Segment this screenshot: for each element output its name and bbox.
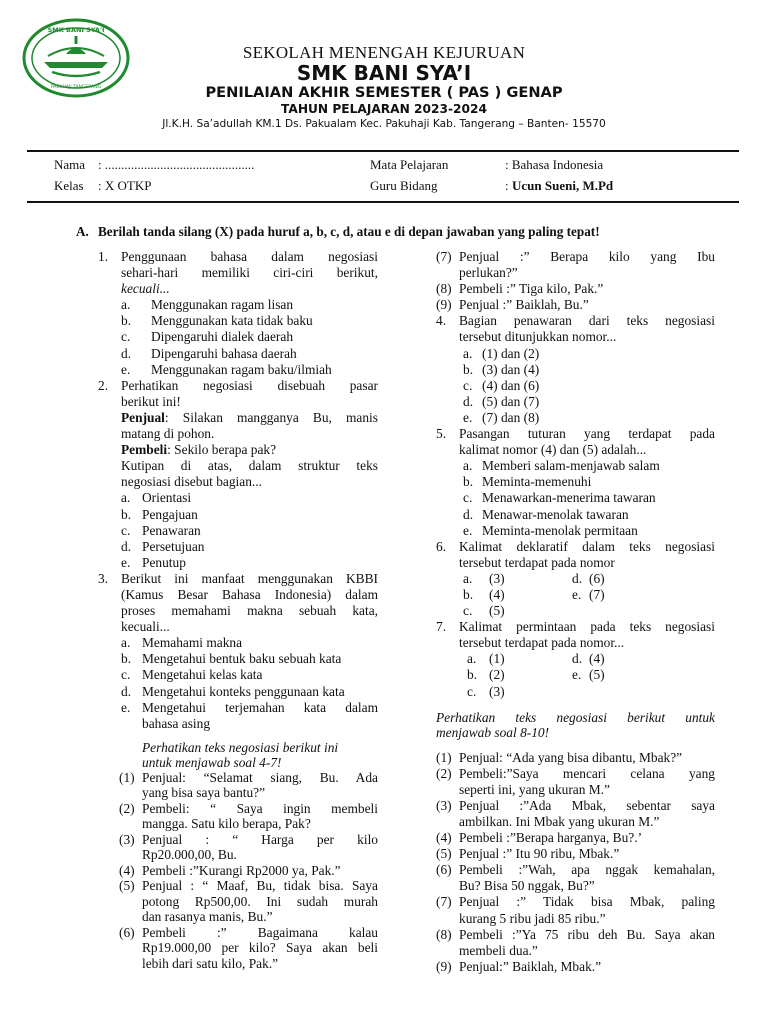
dialog-number: (6) xyxy=(436,862,452,878)
dialog-number: (2) xyxy=(119,800,135,816)
option-letter: b. xyxy=(121,313,132,329)
dialog-text: Penjual : “ Maaf, Bu, tidak bisa. Saya xyxy=(142,878,378,894)
option-letter: a. xyxy=(463,345,473,361)
option-text: (1) dan (2) xyxy=(482,345,540,361)
option-letter: d. xyxy=(121,345,132,361)
question-number: 3. xyxy=(98,570,109,586)
option-letter: d. xyxy=(463,506,474,522)
option-b[interactable] xyxy=(459,362,715,378)
option-letter: b. xyxy=(121,506,132,522)
passage-2-title xyxy=(436,710,715,741)
class-label: Kelas xyxy=(54,178,84,193)
teacher-label: Guru Bidang xyxy=(370,178,438,193)
question-line: Kalimat permintaan pada teks negosiasi xyxy=(459,619,715,635)
dialog-text: potong Rp500,00. Ini sudah murah xyxy=(142,893,378,909)
question-line: tersebut terdapat pada nomor xyxy=(459,554,615,570)
dialog-number: (9) xyxy=(436,297,452,313)
option-letter-a[interactable]: a. xyxy=(467,651,477,667)
question-7 xyxy=(436,619,715,699)
dialog-number: (8) xyxy=(436,281,452,297)
dialog-text: Penjual :”Ada Mbak, sebentar saya xyxy=(459,797,715,813)
option-text: Memberi salam-menjawab salam xyxy=(482,458,660,474)
dialog-buyer xyxy=(121,442,378,458)
option-text: Memahami makna xyxy=(142,635,243,651)
option-a[interactable] xyxy=(121,297,378,313)
option-text: Menggunakan ragam lisan xyxy=(151,297,294,313)
option-letter: c. xyxy=(121,667,131,683)
option-text-d: (6) xyxy=(589,570,605,586)
dialog-line xyxy=(436,281,715,297)
dialog-seller-cont: matang di pohon. xyxy=(121,426,215,442)
option-letter: e. xyxy=(463,522,473,538)
question-number: 2. xyxy=(98,377,109,393)
option-text: Mengetahui bentuk baku sebuah kata xyxy=(142,651,342,667)
option-d[interactable] xyxy=(98,684,378,700)
option-text: Menawarkan-menerima tawaran xyxy=(482,490,656,506)
name-field[interactable]: : .............................................. xyxy=(98,157,255,172)
class-value: : X OTKP xyxy=(98,178,152,193)
option-e[interactable] xyxy=(459,410,715,426)
dialog-number: (8) xyxy=(436,926,452,942)
option-letter: d. xyxy=(121,683,132,699)
option-letter: c. xyxy=(121,522,131,538)
dialog-line xyxy=(436,862,715,894)
question-1 xyxy=(98,249,378,378)
option-letter-c[interactable]: c. xyxy=(467,683,477,699)
option-text: (3) dan (4) xyxy=(482,361,540,377)
option-text: (4) dan (6) xyxy=(482,377,540,393)
dialog-line xyxy=(98,925,378,972)
option-text: Dipengaruhi bahasa daerah xyxy=(151,345,297,361)
dialog-text: dan rasanya manis, Bu.” xyxy=(142,909,273,925)
option-text: Orientasi xyxy=(142,490,192,506)
dialog-number: (7) xyxy=(436,249,452,264)
question-line: kalimat nomor (4) dan (5) adalah... xyxy=(459,442,647,458)
option-text: Meminta-memenuhi xyxy=(482,474,592,490)
option-text: Menggunakan ragam baku/ilmiah xyxy=(151,361,332,377)
option-letter: a. xyxy=(121,635,131,651)
dialog-number: (7) xyxy=(436,894,452,910)
option-letter-e[interactable]: e. xyxy=(572,667,582,683)
dialog-text: seperti ini, yang ukuran M.” xyxy=(459,781,610,797)
question-4 xyxy=(436,313,715,426)
dialog-text: Pembeli :” Tiga kilo, Pak.” xyxy=(459,281,604,297)
option-letter-a[interactable]: a. xyxy=(463,570,473,586)
dialog-number: (6) xyxy=(119,924,135,940)
option-letter: c. xyxy=(463,490,473,506)
question-line: Kalimat deklaratif dalam teks negosiasi xyxy=(459,538,715,554)
q2-options xyxy=(98,490,378,570)
passage-title-line: Perhatikan teks negosiasi berikut ini xyxy=(142,739,339,755)
dialog-text: membeli dua.” xyxy=(459,942,538,958)
dialog-number: (4) xyxy=(119,862,135,878)
teacher-value: Ucun Sueni, M.Pd xyxy=(512,178,614,193)
option-letter-d[interactable]: d. xyxy=(572,651,583,667)
dialog-line xyxy=(436,927,715,959)
dialog-line xyxy=(436,846,715,862)
option-letter-d[interactable]: d. xyxy=(572,570,583,586)
dialog-text: Pembeli: “ Saya ingin membeli xyxy=(142,800,378,816)
question-line: negosiasi disebut bagian... xyxy=(121,474,262,490)
speaker-label: Pembeli xyxy=(121,442,168,458)
question-line: tersebut ditunjukkan nomor... xyxy=(459,329,617,345)
option-letter: e. xyxy=(121,554,131,570)
passage-2 xyxy=(436,750,715,975)
logo-text-bottom: PAKUHAJI TANGERANG xyxy=(50,85,102,90)
subject-value: : Bahasa Indonesia xyxy=(505,157,604,172)
option-letter: c. xyxy=(463,377,473,393)
header-divider xyxy=(27,150,739,152)
dialog-text: Penjual : “ Harga per kilo xyxy=(142,831,378,847)
dialog-text: Pembeli :”Berapa harganya, Bu?.’ xyxy=(459,830,643,846)
question-line: sehari-hari memiliki ciri-ciri berikut, xyxy=(121,265,378,281)
dialog-line xyxy=(436,830,715,846)
option-text: Persetujuan xyxy=(142,538,205,554)
exam-title: PENILAIAN AKHIR SEMESTER ( PAS ) GENAP xyxy=(205,84,563,101)
name-label: Nama xyxy=(54,157,86,172)
question-3 xyxy=(98,571,378,635)
option-letter: a. xyxy=(463,458,473,474)
option-text: (7) dan (8) xyxy=(482,409,540,425)
option-text: Meminta-menolak permitaan xyxy=(482,522,638,538)
dialog-line xyxy=(436,959,715,975)
instruction-text: Berilah tanda silang (X) pada huruf a, b, c, d, atau e di depan jawaban yang paling tepat! xyxy=(98,224,600,239)
option-text-a: (3) xyxy=(489,570,505,586)
question-line: Perhatikan negosiasi disebuah pasar xyxy=(121,377,378,393)
option-text: Pengajuan xyxy=(142,506,198,522)
option-d[interactable] xyxy=(121,346,378,362)
option-row xyxy=(459,651,715,667)
option-e[interactable] xyxy=(459,523,715,539)
dialog-text: Rp20.000,00, Bu. xyxy=(142,847,237,863)
option-text-e: (5) xyxy=(589,667,605,683)
dialog-number: (9) xyxy=(436,958,452,974)
school-address: Jl.K.H. Sa’adullah KM.1 Ds. Pakualam Kec. Pakuhaji Kab. Tangerang – Banten- 15570 xyxy=(162,118,606,130)
question-line: proses memahami makna sebuah kata, xyxy=(121,603,378,619)
dialog-number: (1) xyxy=(436,749,452,765)
dialog-number: (1) xyxy=(119,769,135,785)
option-row xyxy=(459,684,715,700)
question-number: 4. xyxy=(436,313,447,329)
option-letter: b. xyxy=(463,474,474,490)
dialog-line xyxy=(436,894,715,926)
option-letter: d. xyxy=(121,538,132,554)
option-d[interactable] xyxy=(459,394,715,410)
question-line: berikut ini! xyxy=(121,393,181,409)
dialog-text: Penjual :” Baiklah, Bu.” xyxy=(459,297,589,313)
question-line: Bagian penawaran dari teks negosiasi xyxy=(459,313,715,329)
question-number: 6. xyxy=(436,538,447,554)
option-a[interactable] xyxy=(459,346,715,362)
info-divider xyxy=(27,201,739,203)
option-letter: d. xyxy=(463,393,474,409)
option-text-b: (2) xyxy=(489,667,505,683)
passage-title-line: untuk menjawab soal 4-7! xyxy=(142,754,282,770)
option-b[interactable] xyxy=(459,474,715,490)
dialog-text: Penjual:” Baiklah, Mbak.” xyxy=(459,958,602,974)
academic-year: TAHUN PELAJARAN 2023-2024 xyxy=(281,102,487,116)
option-letter-e[interactable]: e. xyxy=(572,586,582,602)
dialog-text: Pembeli :”Ya 75 ribu deh Bu. Saya akan xyxy=(459,926,715,942)
left-column xyxy=(98,249,378,971)
option-b[interactable] xyxy=(121,313,378,329)
dialog-text: lebih dari satu kilo, Pak.” xyxy=(142,955,279,971)
passage-title-line: menjawab soal 8-10! xyxy=(436,725,550,741)
option-c[interactable] xyxy=(98,523,378,539)
option-letter: b. xyxy=(121,651,132,667)
dialog-text: kurang 5 ribu jadi 85 ribu.” xyxy=(459,910,606,926)
dialog-text: Rp19.000,00 per kilo? Saya akan beli xyxy=(142,940,378,956)
option-text: (5) dan (7) xyxy=(482,393,540,409)
question-line: (Kamus Besar Bahasa Indonesia) dalam xyxy=(121,586,378,602)
dialog-text: Pembeli :”Kurangi Rp2000 ya, Pak.” xyxy=(142,862,341,878)
option-c[interactable] xyxy=(98,667,378,683)
dialog-text: Bu? Bisa 50 nggak, Bu?” xyxy=(459,878,595,894)
option-letter: c. xyxy=(121,329,131,345)
option-letter-c[interactable]: c. xyxy=(463,603,473,619)
option-letter: e. xyxy=(463,409,473,425)
option-d[interactable] xyxy=(98,539,378,555)
question-2 xyxy=(98,378,378,491)
option-text-c: (3) xyxy=(489,683,505,699)
dialog-line xyxy=(436,798,715,830)
dialog-text: Pembeli :”Wah, apa nggak kemahalan, xyxy=(459,862,715,878)
dialog-seller xyxy=(121,410,378,426)
option-letter-b[interactable]: b. xyxy=(463,586,474,602)
right-column xyxy=(436,249,715,975)
option-text-c: (5) xyxy=(489,603,505,619)
dialog-text: Pembeli :” Bagaimana kalau xyxy=(142,924,378,940)
school-name: SMK BANI SYA’I xyxy=(296,61,472,85)
question-line: kecuali... xyxy=(121,619,170,635)
option-text: Menggunakan kata tidak baku xyxy=(151,313,313,329)
speaker-text: : Sekilo berapa pak? xyxy=(167,442,277,458)
passage-1-cont xyxy=(436,249,715,313)
option-text: Mengetahui konteks penggunaan kata xyxy=(142,683,345,699)
passage-1-title xyxy=(98,740,378,770)
question-line: Penggunaan bahasa dalam negosiasi xyxy=(121,249,378,264)
dialog-text: mangga. Satu kilo berapa, Pak? xyxy=(142,816,311,832)
option-d[interactable] xyxy=(459,507,715,523)
option-b[interactable] xyxy=(98,507,378,523)
option-text: Penutup xyxy=(142,554,186,570)
dialog-number: (2) xyxy=(436,765,452,781)
dialog-text: perlukan?” xyxy=(459,265,518,281)
dialog-line xyxy=(98,801,378,832)
logo-text-top: SMK BANI SYA'I xyxy=(47,26,105,34)
option-e[interactable] xyxy=(98,700,378,732)
option-letter: a. xyxy=(121,490,131,506)
option-e[interactable] xyxy=(121,362,378,378)
dialog-text: Pembeli:”Saya mencari celana yang xyxy=(459,765,715,781)
dialog-line xyxy=(436,297,715,313)
question-6 xyxy=(436,539,715,619)
speaker-text: : Silakan mangganya Bu, manis xyxy=(164,409,378,425)
option-a[interactable] xyxy=(98,490,378,506)
option-e[interactable] xyxy=(98,555,378,571)
dialog-line xyxy=(98,832,378,863)
dialog-line xyxy=(436,249,715,281)
dialog-number: (5) xyxy=(119,878,135,894)
dialog-text: Penjual :” Berapa kilo yang Ibu xyxy=(459,249,715,264)
dialog-text: ambilkan. Ini Mbak yang ukuran M.” xyxy=(459,814,660,829)
question-number: 7. xyxy=(436,619,447,635)
speaker-label: Penjual xyxy=(121,409,165,425)
dialog-text: Penjual :” Tidak bisa Mbak, paling xyxy=(459,894,715,910)
option-letter: e. xyxy=(121,699,131,715)
option-row xyxy=(459,603,715,619)
option-row xyxy=(459,667,715,683)
option-text: Menawar-menolak tawaran xyxy=(482,506,629,522)
question-line: tersebut terdapat pada nomor... xyxy=(459,635,625,651)
option-row xyxy=(459,587,715,603)
dialog-line xyxy=(98,770,378,801)
option-c[interactable] xyxy=(459,378,715,394)
question-5 xyxy=(436,426,715,539)
option-c[interactable] xyxy=(121,329,378,345)
dialog-text: Penjual: “Ada yang bisa dibantu, Mbak?” xyxy=(459,749,683,765)
dialog-text: Penjual :” Itu 90 ribu, Mbak.” xyxy=(459,846,620,862)
dialog-line xyxy=(436,766,715,798)
dialog-number: (4) xyxy=(436,830,452,846)
dialog-number: (5) xyxy=(436,846,452,862)
option-text: Mengetahui kelas kata xyxy=(142,667,263,683)
dialog-line xyxy=(98,878,378,925)
dialog-text: yang bisa saya bantu?” xyxy=(142,785,266,801)
option-text: Dipengaruhi dialek daerah xyxy=(151,329,294,345)
dialog-number: (3) xyxy=(436,797,452,813)
dialog-number: (3) xyxy=(119,831,135,847)
option-text-cont: bahasa asing xyxy=(142,715,211,731)
option-letter: a. xyxy=(121,297,131,313)
school-type: SEKOLAH MENENGAH KEJURUAN xyxy=(242,43,526,62)
option-text-e: (7) xyxy=(589,586,605,602)
dialog-text: Penjual: “Selamat siang, Bu. Ada xyxy=(142,769,378,785)
passage-title-line: Perhatikan teks negosiasi berikut untuk xyxy=(436,709,715,725)
option-row xyxy=(459,571,715,587)
subject-label: Mata Pelajaran xyxy=(370,157,449,172)
question-line: Pasangan tuturan yang terdapat pada xyxy=(459,426,715,442)
teacher-colon: : xyxy=(505,178,509,193)
option-text-a: (1) xyxy=(489,651,505,667)
passage-1 xyxy=(98,770,378,972)
question-number: 5. xyxy=(436,426,447,442)
question-number: 1. xyxy=(98,249,109,264)
question-line: Berikut ini manfaat menggunakan KBBI xyxy=(121,570,378,586)
option-text-d: (4) xyxy=(589,651,605,667)
question-line: Kutipan di atas, dalam struktur teks xyxy=(121,458,378,474)
dialog-line xyxy=(98,863,378,879)
option-text: Penawaran xyxy=(142,522,201,538)
instruction-letter: A. xyxy=(76,224,89,239)
option-letter: b. xyxy=(463,361,474,377)
option-a[interactable] xyxy=(98,635,378,651)
option-letter: e. xyxy=(121,361,131,377)
question-keyword: kecuali... xyxy=(121,281,170,297)
option-a[interactable] xyxy=(459,458,715,474)
option-c[interactable] xyxy=(459,490,715,506)
option-letter-b[interactable]: b. xyxy=(467,667,478,683)
q3-options xyxy=(98,635,378,732)
option-text: Mengetahui terjemahan kata dalam xyxy=(142,699,378,715)
dialog-line xyxy=(436,750,715,766)
option-b[interactable] xyxy=(98,651,378,667)
option-text-b: (4) xyxy=(489,586,505,602)
